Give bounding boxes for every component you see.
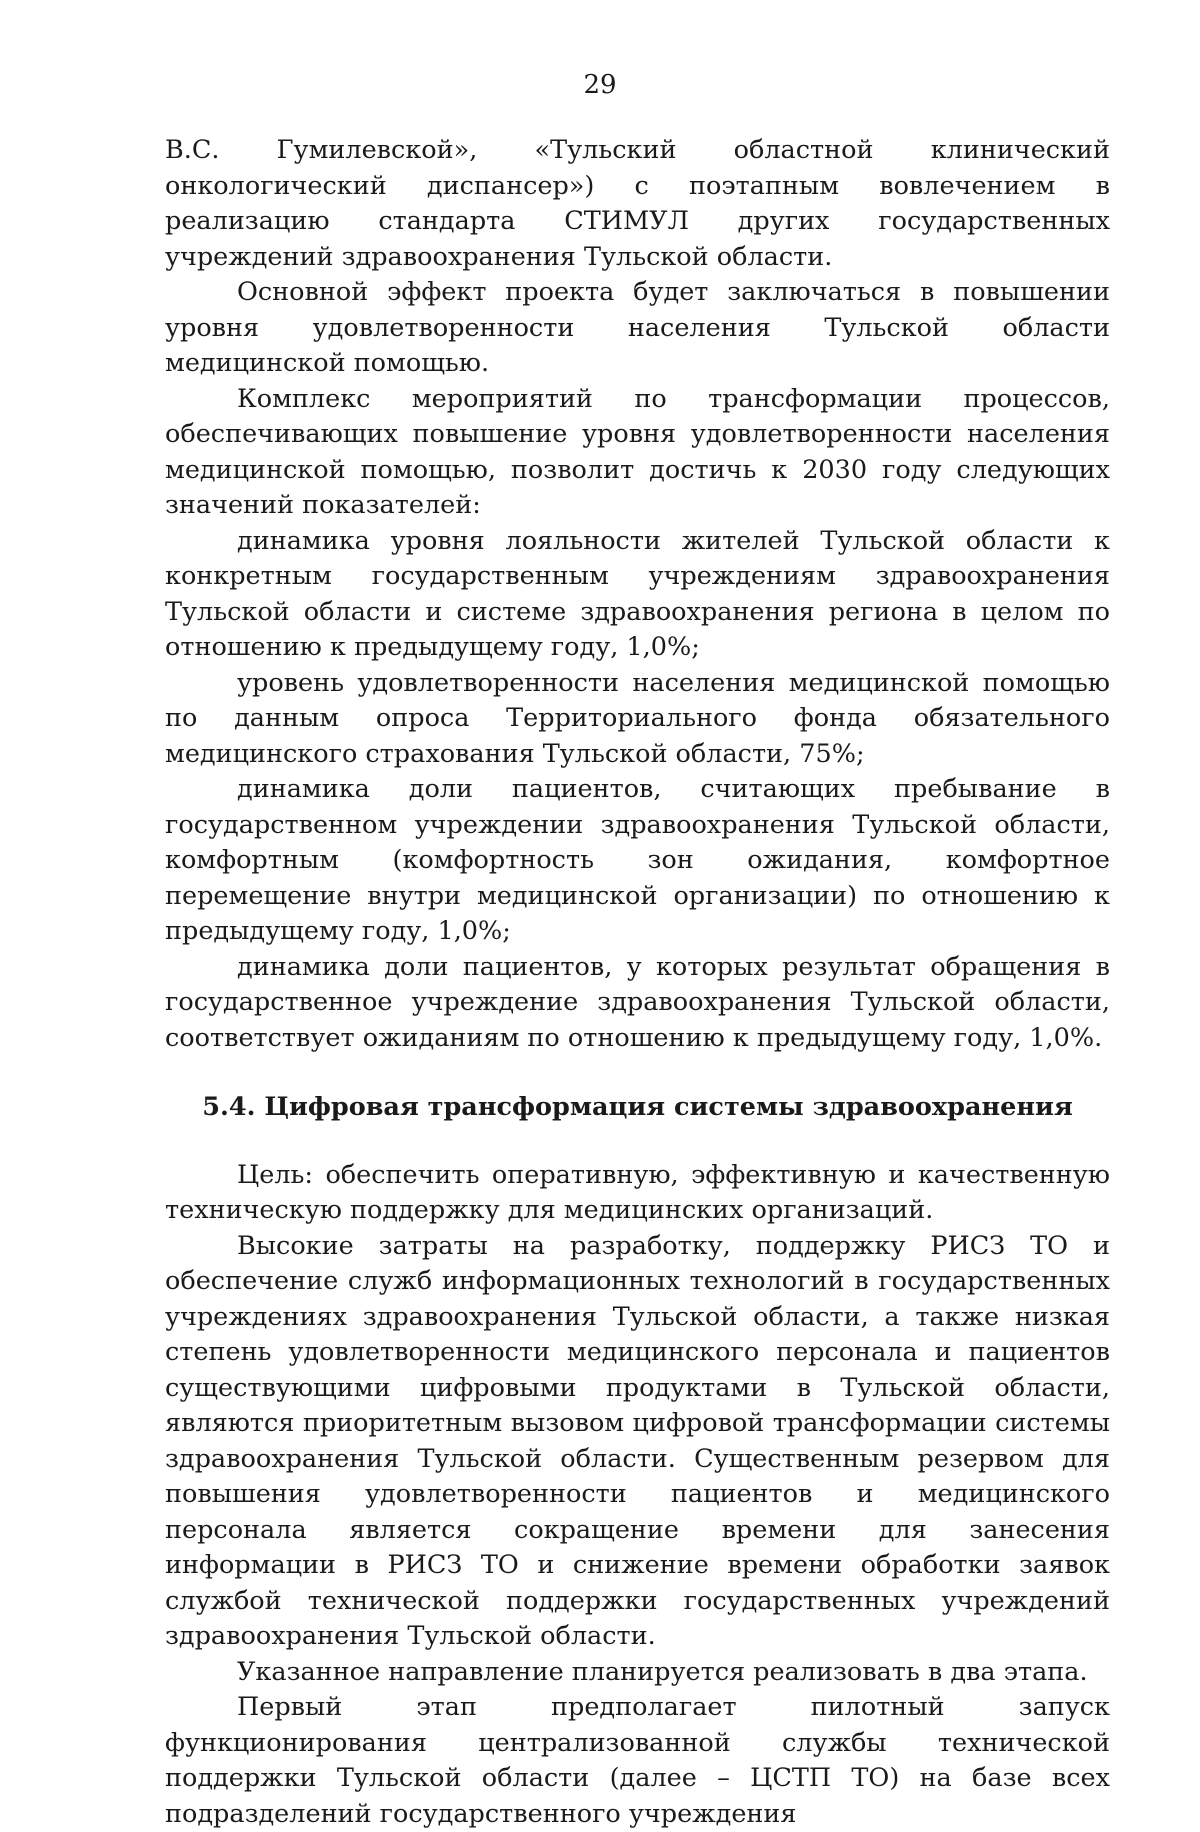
indicator-satisfaction-level: уровень удовлетворенности населения медицинской помощью по данным опроса Территориального фонда обязательного медицинского страхования Тульской области, 75%; xyxy=(165,667,1110,769)
paragraph-goal: Цель: обеспечить оперативную, эффективную и качественную техническую поддержку для медицинских организаций. xyxy=(165,1159,1110,1225)
indicator-loyalty-dynamics: динамика уровня лояльности жителей Тульской области к конкретным государственным учреждениям здравоохранения Тульской области и системе здравоохранения региона в целом по отношению к предыдущему году, 1,0%; xyxy=(165,525,1110,662)
indicator-comfort-dynamics: динамика доли пациентов, считающих пребывание в государственном учреждении здравоохранения Тульской области, комфортным (комфортность зон ожидания, комфортное перемещение внутри медицинской организации) по отношению к предыдущему году, 1,0%; xyxy=(165,774,1110,946)
paragraph-two-stages: Указанное направление планируется реализовать в два этапа. xyxy=(237,1656,1088,1687)
indicator-expectations-dynamics: динамика доли пациентов, у которых результат обращения в государственное учреждение здравоохранения Тульской области, соответствует ожиданиям по отношению к предыдущему году, 1,0%. xyxy=(165,951,1110,1053)
paragraph-main-effect: Основной эффект проекта будет заключаться в повышении уровня удовлетворенности населения Тульской области медицинской помощью. xyxy=(165,277,1110,378)
paragraph-continuation: В.С. Гумилевской», «Тульский областной клинический онкологический диспансер») с поэтапным вовлечением в реализацию стандарта СТИМУЛ других государственных учреждений здравоохранения Тульской области. xyxy=(165,135,1110,272)
document-body xyxy=(165,133,1110,1832)
paragraph-high-costs: Высокие затраты на разработку, поддержку РИСЗ ТО и обеспечение служб информационных технологий в государственных учреждениях здравоохранения Тульской области, а также низкая степень удовлетворенности медицинского персонала и пациентов существующими цифровыми продуктами в Тульской области, являются приоритетным вызовом цифровой трансформации системы здравоохранения Тульской области. Существенным резервом для повышения удовлетворенности пациентов и медицинского персонала является сокращение времени для занесения информации в РИСЗ ТО и снижение времени обработки заявок службой технической поддержки государственных учреждений здравоохранения Тульской области. xyxy=(165,1230,1110,1651)
paragraph-measures-complex: Комплекс мероприятий по трансформации процессов, обеспечивающих повышение уровня удовлетворенности населения медицинской помощью, позволит достичь к 2030 году следующих значений показателей: xyxy=(165,383,1110,520)
page-number: 29 xyxy=(583,70,617,100)
section-heading: 5.4. Цифровая трансформация системы здравоохранения xyxy=(202,1092,1073,1122)
paragraph-first-stage: Первый этап предполагает пилотный запуск функционирования централизованной службы технической поддержки Тульской области (далее – ЦСТП ТО) на базе всех подразделений государственного учреждения xyxy=(165,1692,1110,1829)
